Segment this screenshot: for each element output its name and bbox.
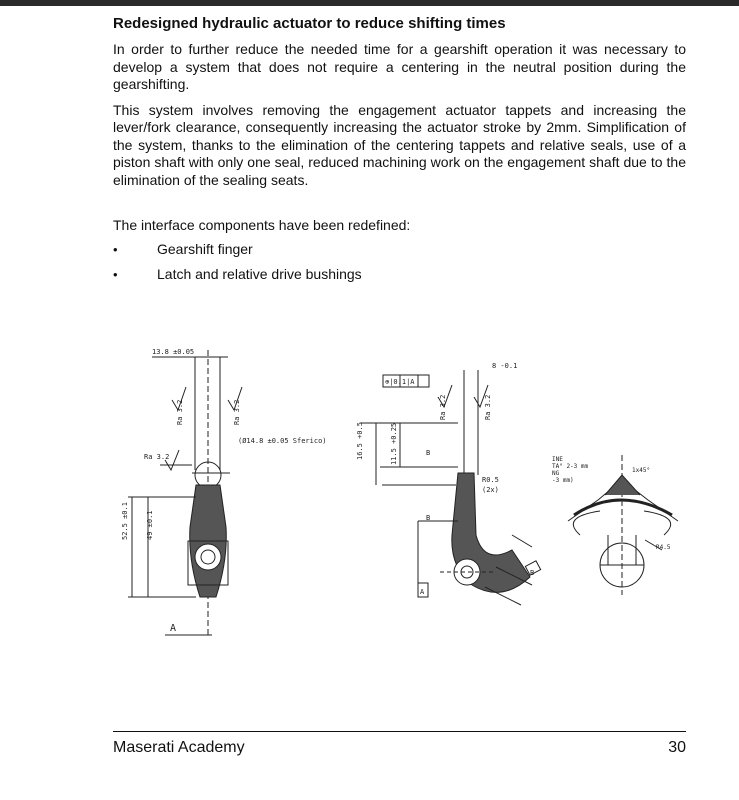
bullet-item <box>113 266 686 291</box>
r05-count-label: (2x) <box>482 486 499 494</box>
dim-top-label: 13.8 ±0.05 <box>152 348 195 356</box>
datum-a-label: A <box>420 588 425 596</box>
note-ta: TA° 2-3 mm <box>552 463 589 470</box>
ra-label-e: Ra 3.2 <box>484 394 492 420</box>
r05-label: R0.5 <box>482 476 499 484</box>
radius-label: R4.5 <box>656 544 671 551</box>
bullet-dot: • <box>113 266 118 282</box>
paragraph-2: This system involves removing the engagement actuator tappets and increasing the lever/fork clearance, consequently increasing the actuator stroke by 2mm. Simplification of the system, thanks to the elimination of the centering tappets and relative seals, use of a piston shaft with only one seal, reduced machining work on the engagement shaft due to the elimination of the sealing seats. <box>113 101 686 188</box>
dim-11-label: 11.5 +0.25 <box>390 422 398 465</box>
page-content <box>113 14 686 291</box>
bullet-item <box>113 241 686 266</box>
view-a-label: A <box>170 623 177 634</box>
tolerance-frame: ⊕|0.1|A <box>385 378 415 386</box>
note-3mm: -3 mm) <box>552 477 574 484</box>
footer-rule <box>113 731 686 732</box>
label-b-1: B <box>426 449 431 457</box>
footer-brand: Maserati Academy <box>113 739 245 756</box>
page-number: 30 <box>668 739 686 756</box>
detail-drawing <box>568 455 678 595</box>
page-top-edge <box>0 0 739 6</box>
gearshift-finger-drawing <box>128 350 242 635</box>
technical-drawing <box>100 335 700 655</box>
intro-text: The interface components have been redefined: <box>113 217 411 233</box>
ra-label-c: Ra 3.2 <box>144 453 170 461</box>
dim-52-label: 52.5 ±0.1 <box>121 502 129 540</box>
dim-8-label: 8 -0.1 <box>492 362 518 370</box>
paragraph-1: In order to further reduce the needed time for a gearshift operation it was necessary to develop a system that does not require a centering in the neutral position during the gearshifting. <box>113 41 686 92</box>
bullet-dot: • <box>113 241 118 257</box>
label-b-3: B <box>530 569 535 577</box>
ra-label-d: Ra 3.2 <box>439 394 447 420</box>
dim-16-label: 16.5 +0.5 <box>356 422 364 460</box>
label-b-2: B <box>426 514 431 522</box>
chamfer-label: 1x45° <box>632 467 651 474</box>
bullet-list <box>113 241 686 291</box>
latch-drawing <box>360 370 541 605</box>
note-ng: NG <box>552 470 560 477</box>
sphere-label: (Ø14.8 ±0.05 Sferico) <box>238 437 327 445</box>
ra-label-a: Ra 3.2 <box>176 399 184 425</box>
bullet-text: Latch and relative drive bushings <box>157 265 362 282</box>
dim-49-label: 49 ±0.1 <box>146 510 154 540</box>
ra-label-b: Ra 3.2 <box>233 399 241 425</box>
bullet-text: Gearshift finger <box>157 240 253 257</box>
note-ine: INE <box>552 456 563 463</box>
section-title: Redesigned hydraulic actuator to reduce shifting times <box>113 15 506 32</box>
